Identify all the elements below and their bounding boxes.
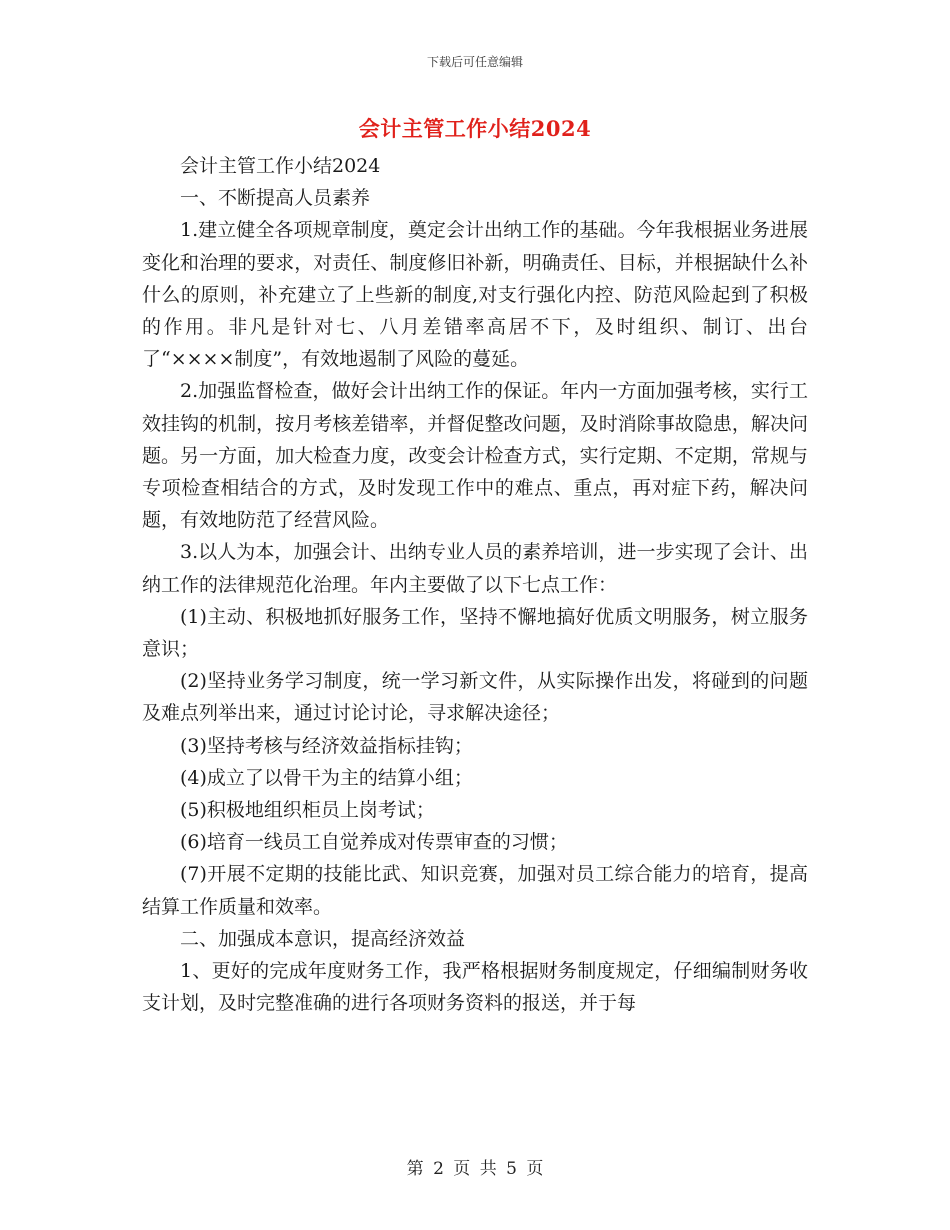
sub-item-4: (4)成立了以骨干为主的结算小组； <box>180 766 473 789</box>
paragraph-item-2: 2.加强监督检查，做好会计出纳工作的保证。年内一方面加强考核，实行工效挂钩的机制，按月考核差错率，并督促整改问题，及时消除事故隐患，解决问题。另一方面，加大检查力度，改变会计检查方式，实行定期、不定期，常规与专项检查相结合的方式，及时发现工作中的难点、重点，再对症下药，解决问题，有效地防范了经营风险。 <box>142 380 808 532</box>
sub-item-3: (3)坚持考核与经济效益指标挂钩； <box>180 734 473 757</box>
page-header-note: 下载后可任意编辑 <box>426 55 523 69</box>
paragraph-subtitle: 会计主管工作小结2024 <box>180 155 381 177</box>
section-heading-2: 二、加强成本意识，提高经济效益 <box>180 927 466 950</box>
sub-item-2: (2)坚持业务学习制度，统一学习新文件，从实际操作出发，将碰到的问题及难点列举出来，通过讨论讨论，寻求解决途径； <box>142 670 808 725</box>
section-heading-1: 一、不断提高人员素养 <box>180 187 371 210</box>
page-number-footer: 第 2 页 共 5 页 <box>406 1159 544 1179</box>
paragraph-item-1: 1.建立健全各项规章制度，奠定会计出纳工作的基础。今年我根据业务进展变化和治理的要求，对责任、制度修旧补新，明确责任、目标，并根据缺什么补什么的原则，补充建立了上些新的制度,对支行强化内控、防范风险起到了积极的作用。非凡是针对七、八月差错率高居不下，及时组织、制订、出台了“××××制度”，有效地遏制了风险的蔓延。 <box>142 219 808 371</box>
sub-item-5: (5)积极地组织柜员上岗考试； <box>180 799 435 822</box>
paragraph-section2-item-1: 1、更好的完成年度财务工作，我严格根据财务制度规定，仔细编制财务收支计划，及时完整准确的进行各项财务资料的报送，并于每 <box>142 960 808 1015</box>
document-body <box>142 150 808 1019</box>
paragraph-item-3: 3.以人为本，加强会计、出纳专业人员的素养培训，进一步实现了会计、出纳工作的法律规范化治理。年内主要做了以下七点工作： <box>142 541 808 596</box>
document-title: 会计主管工作小结2024 <box>358 116 592 141</box>
sub-item-1: (1)主动、积极地抓好服务工作，坚持不懈地搞好优质文明服务，树立服务意识； <box>142 605 808 661</box>
sub-item-6: (6)培育一线员工自觉养成对传票审查的习惯； <box>180 831 568 854</box>
sub-item-7: (7)开展不定期的技能比武、知识竞赛，加强对员工综合能力的培育，提高结算工作质量和效率。 <box>142 863 808 918</box>
